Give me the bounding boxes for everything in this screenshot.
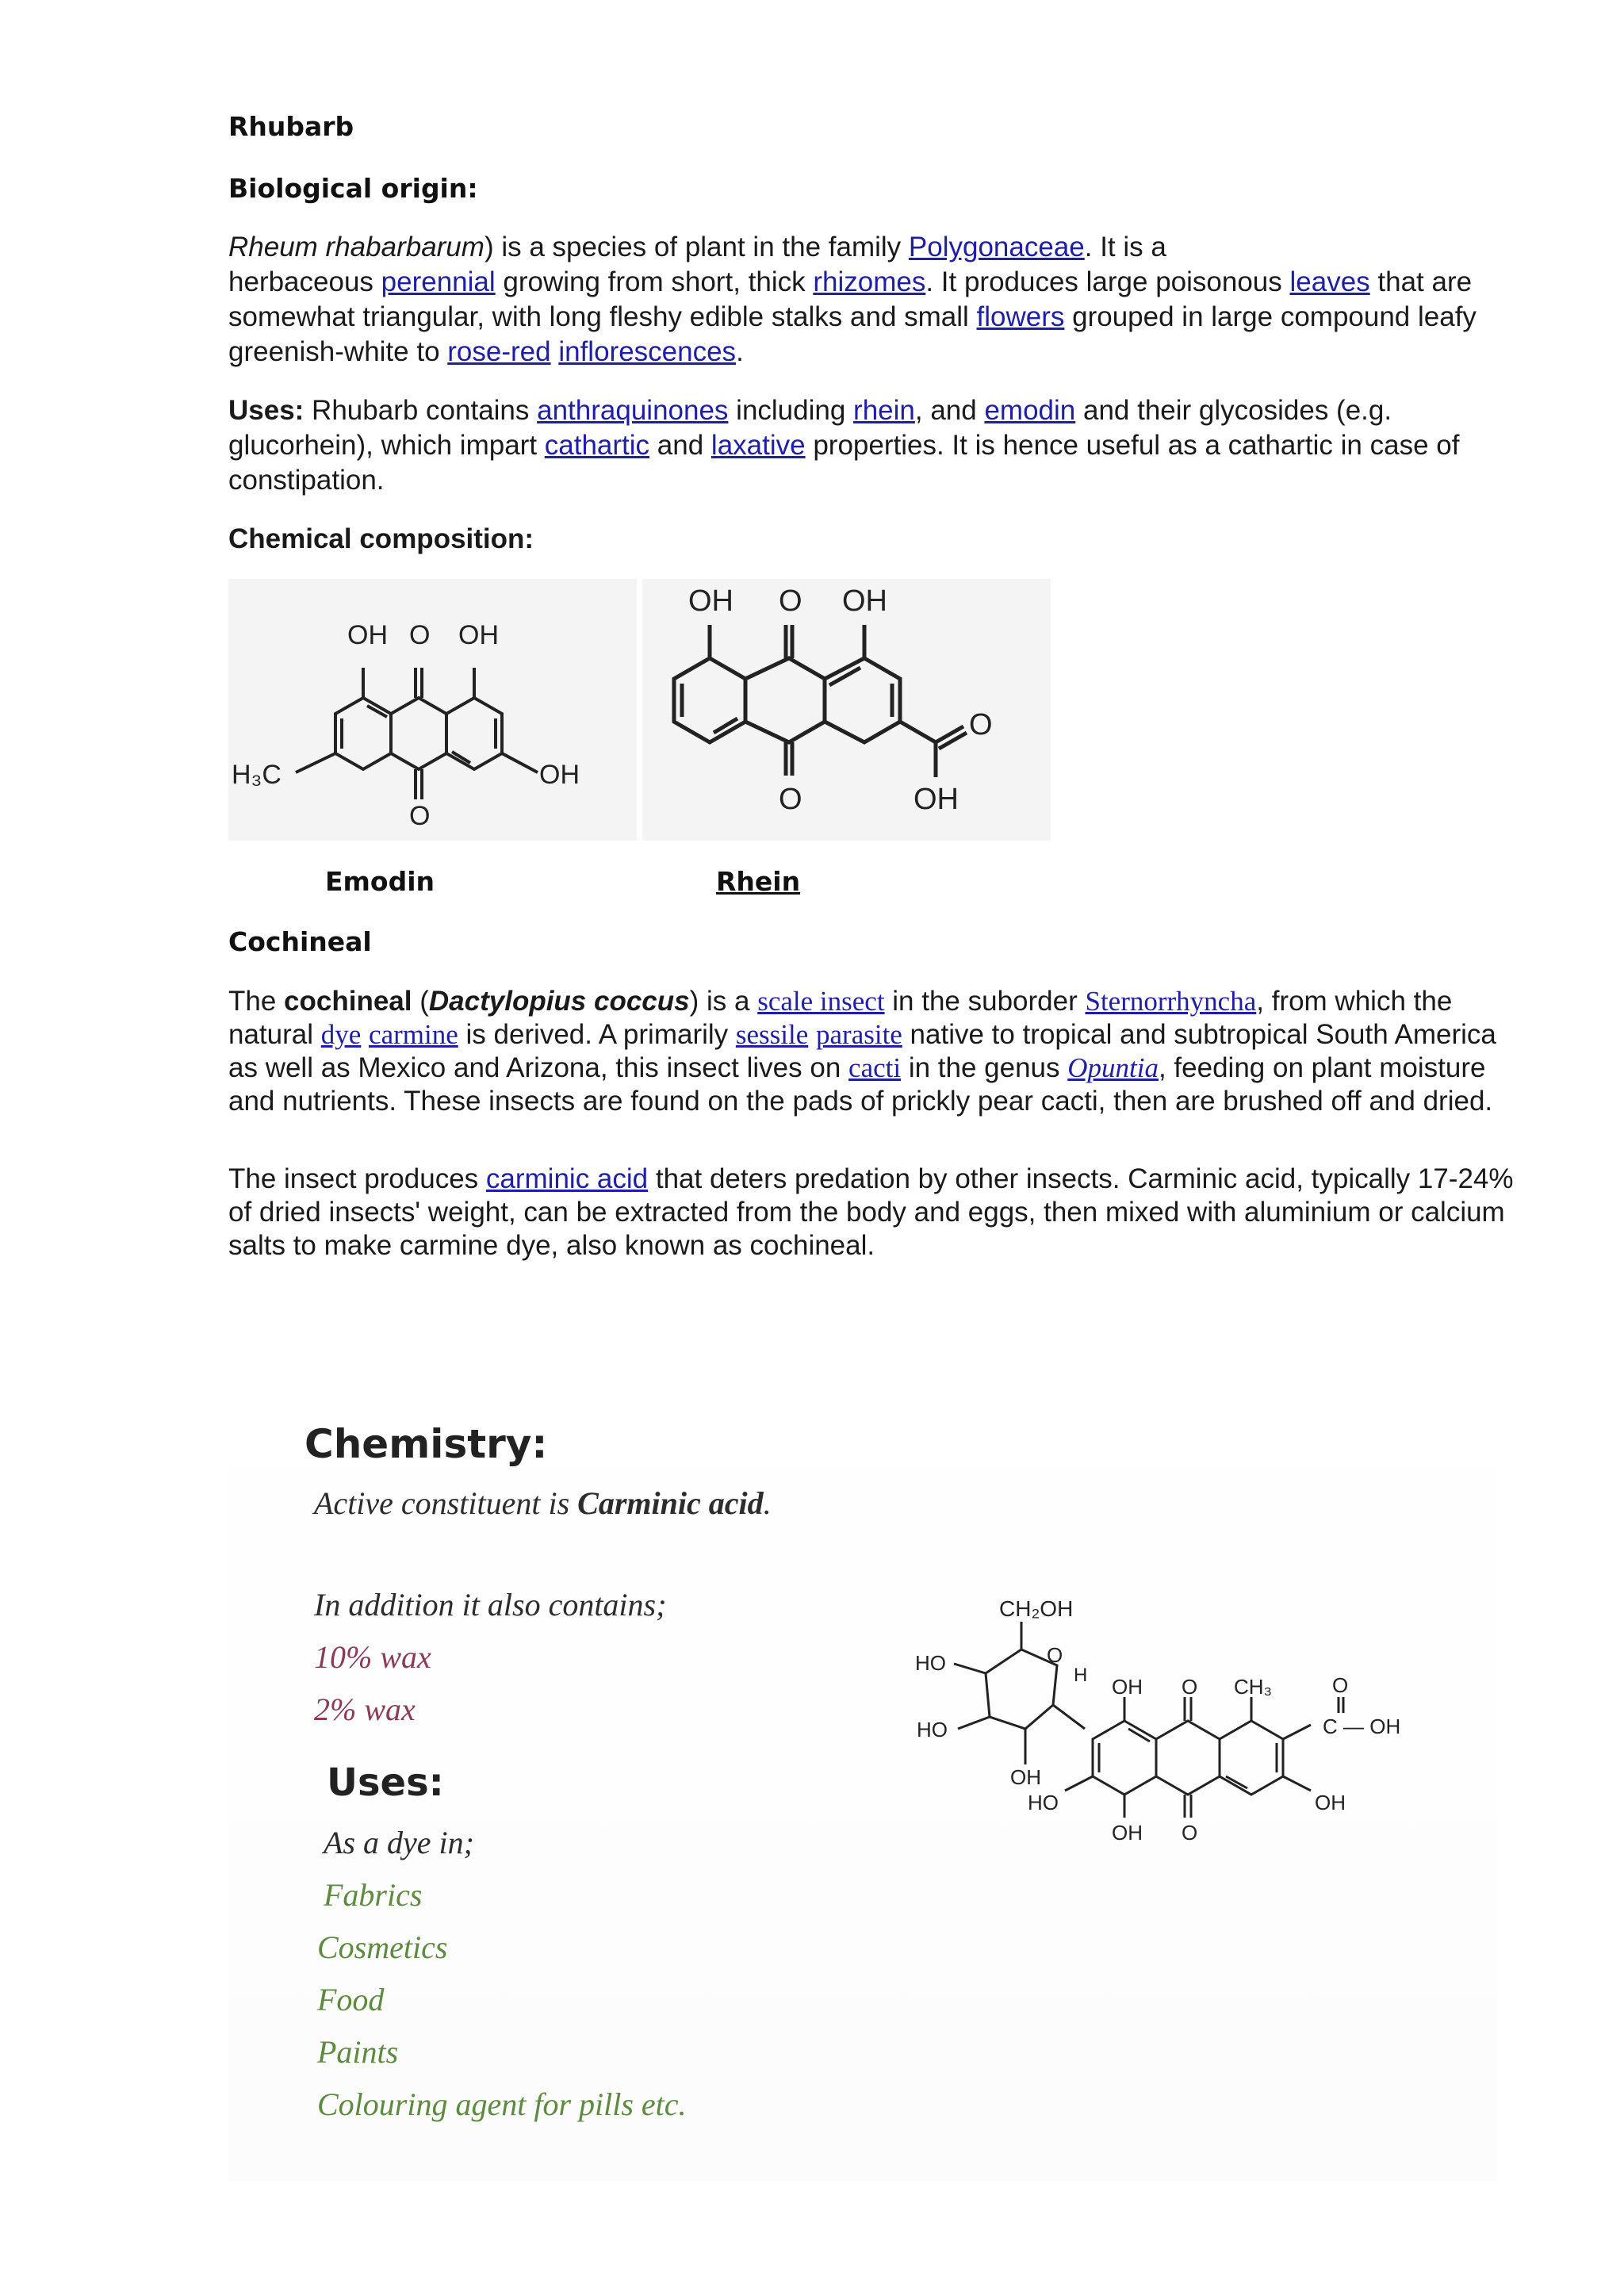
label-oh-top: OH (1112, 1675, 1143, 1699)
emodin-oh-bottom: OH (539, 760, 580, 790)
emodin-oh-left: OH (347, 620, 388, 650)
chem-uses-title: Uses: (327, 1761, 444, 1805)
label-o-bottom: O (1182, 1821, 1198, 1845)
rhein-svg (642, 579, 1051, 841)
link-cathartic[interactable]: cathartic (544, 430, 650, 461)
link-sessile[interactable]: sessile (735, 1019, 809, 1050)
cochineal-title: Cochineal (228, 926, 372, 957)
link-rose-red[interactable]: rose-red (447, 336, 551, 367)
species-name: Rheum rhabarbarum (228, 232, 485, 262)
link-sternorrhyncha[interactable]: Sternorrhyncha (1085, 986, 1257, 1017)
emodin-o-bottom: O (409, 801, 431, 831)
emodin-caption: Emodin (325, 866, 435, 897)
active-constituent: Active constituent is Carminic acid. (314, 1485, 772, 1521)
carminic-acid-label: Carminic acid (577, 1485, 764, 1521)
rhein-oh-left: OH (688, 584, 733, 618)
emodin-svg (228, 579, 637, 841)
dye-intro: As a dye in; (324, 1825, 474, 1860)
label-o-top: O (1182, 1675, 1198, 1699)
link-parasite[interactable]: parasite (816, 1019, 902, 1050)
cochineal-paragraph-2: The insect produces carminic acid that deters predation by other insects. Carminic acid, typically 17-24% of dried insects' weight, can be extracted from the body and eggs, then mixed with aluminium or calcium salts to make carmine dye, also known as cochineal. (228, 1163, 1514, 1261)
link-carmine[interactable]: carmine (369, 1019, 458, 1050)
wax-10: 10% wax (314, 1639, 431, 1675)
link-rhizomes[interactable]: rhizomes (813, 266, 926, 297)
link-perennial[interactable]: perennial (381, 266, 496, 297)
label-ho-1: HO (915, 1651, 946, 1675)
link-emodin[interactable]: emodin (984, 395, 1076, 426)
carminic-acid-structure (863, 1586, 1465, 1903)
label-ch2oh: CH₂OH (999, 1596, 1074, 1621)
emodin-structure (228, 579, 637, 841)
label-o-cooh: O (1332, 1673, 1349, 1697)
link-leaves[interactable]: leaves (1289, 266, 1370, 297)
scientific-name: Dactylopius coccus (428, 986, 690, 1017)
emodin-o-top: O (409, 620, 431, 650)
emodin-methyl: H₃C (232, 760, 282, 790)
link-rhein[interactable]: rhein (853, 395, 915, 426)
emodin-oh-right: OH (458, 620, 499, 650)
chemistry-slide (228, 1372, 1497, 2181)
link-flowers[interactable]: flowers (976, 301, 1065, 332)
label-oh-sugar: OH (1010, 1765, 1041, 1789)
use-item-5: Colouring agent for pills etc. (317, 2086, 687, 2122)
rhein-o-bottom: O (779, 783, 802, 816)
label-ho-2: HO (917, 1718, 948, 1741)
label-cooh: C — OH (1323, 1715, 1401, 1738)
link-anthraquinones[interactable]: anthraquinones (537, 395, 729, 426)
link-dye[interactable]: dye (320, 1019, 362, 1050)
chemistry-title: Chemistry: (304, 1421, 548, 1467)
biological-origin-heading: Biological origin: (228, 173, 478, 204)
wax-2: 2% wax (314, 1692, 416, 1727)
rhein-oh-carboxyl: OH (914, 783, 959, 816)
addition-line: In addition it also contains; (314, 1587, 667, 1623)
uses-label: Uses: (228, 395, 304, 426)
label-ho-3: HO (1028, 1791, 1059, 1814)
rhein-structure (642, 579, 1051, 841)
rhein-o-carboxyl: O (969, 708, 993, 741)
rhein-oh-right: OH (842, 584, 887, 618)
link-scale-insect[interactable]: scale insect (757, 986, 885, 1017)
rhein-caption[interactable]: Rhein (716, 866, 801, 897)
link-laxative[interactable]: laxative (710, 430, 806, 461)
biological-origin-paragraph: Rheum rhabarbarum) is a species of plant in the family Polygonaceae. It is a herbaceous perennial growing from short, thick rhizomes. It produces large poisonous leaves that are somewhat triangular, with long fleshy edible stalks and small flowers grouped in large compound leafy greenish-white to rose-red inflorescences. (228, 232, 1477, 367)
link-carminic-acid[interactable]: carminic acid (485, 1163, 649, 1194)
label-h: H (1074, 1665, 1088, 1686)
link-inflorescences[interactable]: inflorescences (558, 336, 737, 367)
use-item-3: Food (317, 1982, 385, 2017)
rhubarb-title: Rhubarb (228, 111, 354, 142)
use-item-2: Cosmetics (317, 1929, 448, 1965)
link-cacti[interactable]: cacti (848, 1052, 902, 1083)
chemical-composition-heading: Chemical composition: (228, 523, 534, 554)
link-opuntia[interactable]: Opuntia (1067, 1052, 1159, 1083)
label-o-ring: O (1047, 1643, 1063, 1667)
link-polygonaceae[interactable]: Polygonaceae (908, 232, 1085, 262)
use-item-1: Fabrics (324, 1877, 423, 1913)
label-oh-bottom: OH (1112, 1821, 1143, 1845)
uses-paragraph: Uses: Rhubarb contains anthraquinones including rhein, and emodin and their glycosides (e.g. glucorhein), which impart cathartic and laxative properties. It is hence useful as a cathartic in case of constipation. (228, 395, 1460, 496)
cochineal-paragraph-1: The cochineal (Dactylopius coccus) is a scale insect in the suborder Sternorrhyncha, from which the natural dye carmine is derived. A primarily sessile parasite native to tropical and subtropical South America as well as Mexico and Arizona, this insect lives on cacti in the genus Opuntia, feeding on plant moisture and nutrients. These insects are found on the pads of prickly pear cacti, then are brushed off and dried. (228, 986, 1496, 1117)
use-item-4: Paints (317, 2034, 399, 2070)
label-ch3: CH₃ (1234, 1675, 1273, 1699)
label-oh-right: OH (1315, 1791, 1346, 1814)
rhein-o-top: O (779, 584, 802, 618)
